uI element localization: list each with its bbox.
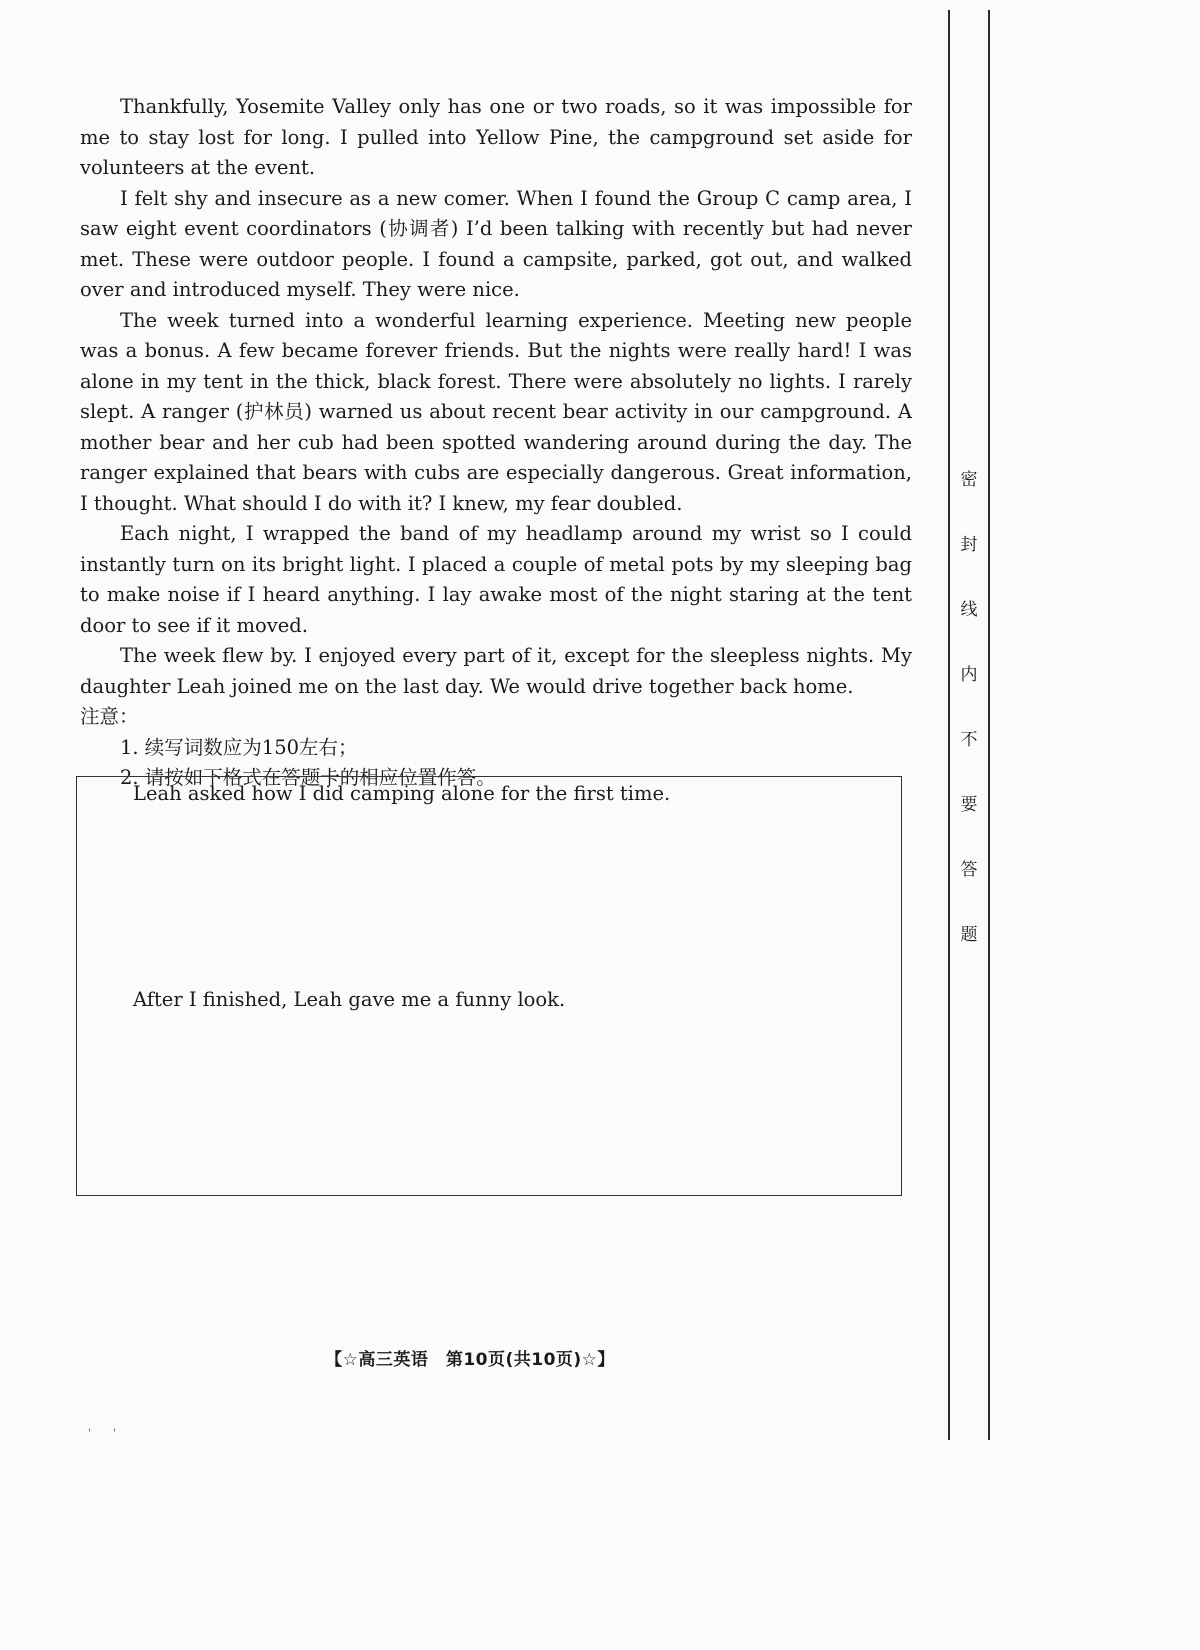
binding-char: 不 bbox=[960, 730, 978, 750]
binding-char: 密 bbox=[960, 470, 978, 490]
paragraph-2: I felt shy and insecure as a new comer. When I found the Group C camp area, I saw eight event coordinators (协调者) I’d been talking with recently but had never met. These were outdoor people. I found a campsite, parked, got out, and walked over and introduced myself. They were nice. bbox=[80, 186, 912, 301]
scan-speck: ' ' bbox=[88, 1428, 116, 1439]
binding-margin-label bbox=[952, 470, 986, 990]
paragraph-3: The week turned into a wonderful learning experience. Meeting new people was a bonus. A few became forever friends. But the nights were really hard! I was alone in my tent in the thick, black forest. There were absolutely no lights. I rarely slept. A ranger (护林员) warned us about recent bear activity in our campground. A mother bear and her cub had been spotted wandering around during the day. The ranger explained that bears with cubs are especially dangerous. Great information, I thought. What should I do with it? I knew, my fear doubled. bbox=[80, 308, 912, 515]
paragraph-4: Each night, I wrapped the band of my headlamp around my wrist so I could instantly turn on its bright light. I placed a couple of metal pots by my sleeping bag to make noise if I heard anything. I lay awake most of the night staring at the tent door to see if it moved. bbox=[80, 522, 912, 637]
notes-title: 注意： bbox=[80, 705, 139, 728]
binding-line-left bbox=[948, 10, 950, 1440]
binding-line-right bbox=[988, 10, 990, 1440]
passage bbox=[80, 92, 912, 794]
page-footer: 【☆高三英语 第10页(共10页)☆】 bbox=[325, 1350, 615, 1370]
paragraph-5: The week flew by. I enjoyed every part of it, except for the sleepless nights. My daughter Leah joined me on the last day. We would drive together back home. bbox=[80, 644, 912, 698]
binding-char: 题 bbox=[960, 925, 978, 945]
answer-box[interactable] bbox=[76, 776, 902, 1196]
binding-char: 要 bbox=[960, 795, 978, 815]
note-item-1: 1. 续写词数应为150左右； bbox=[120, 735, 358, 759]
note-item-2: 2. 请按如下格式在答题卡的相应位置作答。 bbox=[120, 766, 496, 789]
binding-char: 答 bbox=[960, 860, 978, 880]
binding-char: 线 bbox=[960, 600, 978, 620]
binding-char: 内 bbox=[960, 665, 978, 685]
binding-char: 封 bbox=[960, 535, 978, 555]
answer-starter-1: Leah asked how I did camping alone for the first time. bbox=[133, 782, 671, 805]
answer-starter-2: After I finished, Leah gave me a funny look. bbox=[133, 988, 566, 1011]
paragraph-1: Thankfully, Yosemite Valley only has one or two roads, so it was impossible for me to stay lost for long. I pulled into Yellow Pine, the campground set aside for volunteers at the event. bbox=[80, 95, 912, 179]
